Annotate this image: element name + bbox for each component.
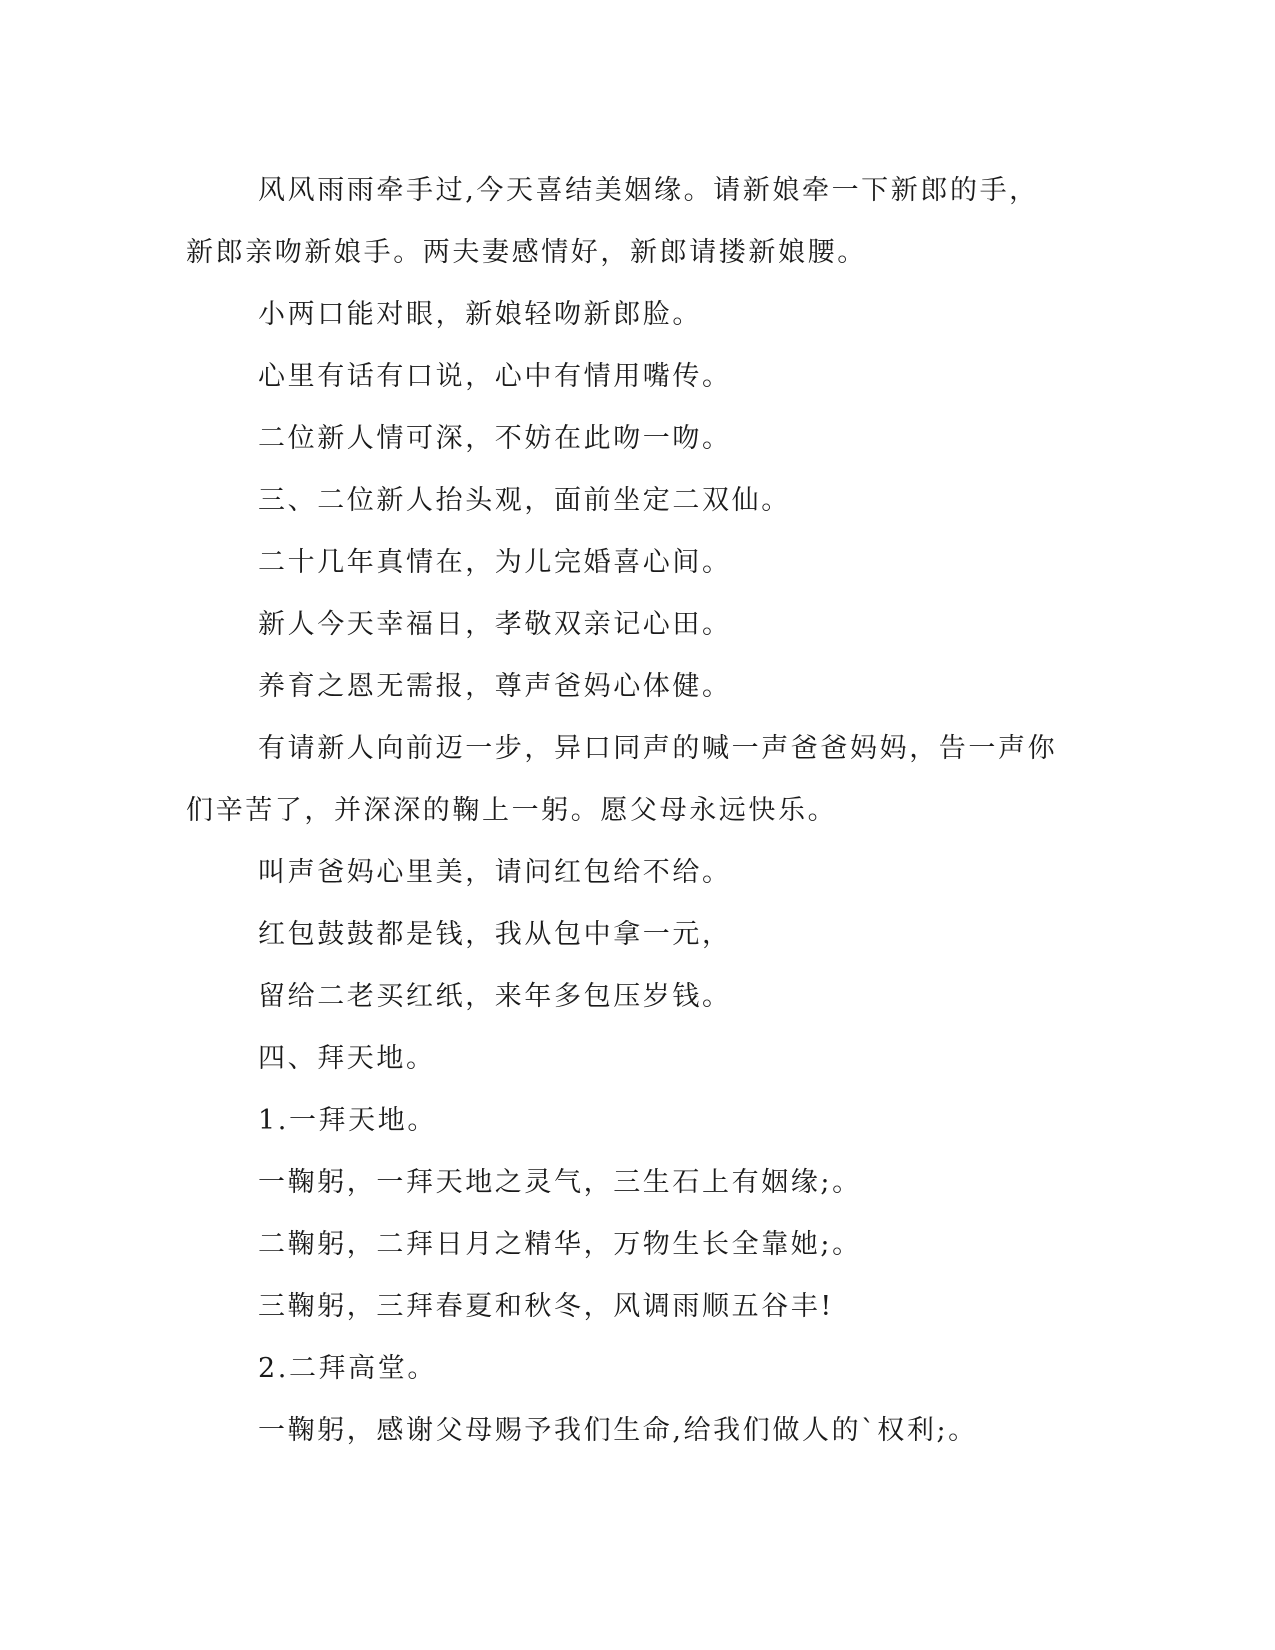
paragraph: 红包鼓鼓都是钱，我从包中拿一元， bbox=[258, 919, 732, 950]
section-heading: 四、拜天地。 bbox=[258, 1043, 436, 1074]
paragraph: 新人今天幸福日，孝敬双亲记心田。 bbox=[258, 609, 732, 640]
paragraph: 一鞠躬，感谢父母赐予我们生命,给我们做人的`权利;。 bbox=[258, 1415, 978, 1446]
paragraph: 有请新人向前迈一步，异口同声的喊一声爸爸妈妈，告一声你们辛苦了，并深深的鞠上一躬。愿父母永远快乐。 bbox=[186, 733, 1058, 826]
paragraph: 二十几年真情在，为儿完婚喜心间。 bbox=[258, 547, 732, 578]
paragraph: 养育之恩无需报，尊声爸妈心体健。 bbox=[258, 671, 732, 702]
paragraph: 二鞠躬，二拜日月之精华，万物生长全靠她;。 bbox=[258, 1229, 862, 1260]
document-body bbox=[186, 160, 1066, 1462]
paragraph: 二位新人情可深，不妨在此吻一吻。 bbox=[258, 423, 732, 454]
paragraph: 一鞠躬，一拜天地之灵气，三生石上有姻缘;。 bbox=[258, 1167, 862, 1198]
paragraph: 小两口能对眼，新娘轻吻新郎脸。 bbox=[258, 299, 702, 330]
paragraph: 三、二位新人抬头观，面前坐定二双仙。 bbox=[258, 485, 791, 516]
paragraph: 三鞠躬，三拜春夏和秋冬，风调雨顺五谷丰! bbox=[258, 1291, 834, 1322]
paragraph: 叫声爸妈心里美，请问红包给不给。 bbox=[258, 857, 732, 888]
paragraph: 留给二老买红纸，来年多包压岁钱。 bbox=[258, 981, 732, 1012]
subsection-heading: 2.二拜高堂。 bbox=[258, 1353, 437, 1384]
paragraph: 心里有话有口说，心中有情用嘴传。 bbox=[258, 361, 732, 392]
paragraph: 风风雨雨牵手过,今天喜结美姻缘。请新娘牵一下新郎的手，新郎亲吻新娘手。两夫妻感情好，新郎请搂新娘腰。 bbox=[186, 175, 1039, 268]
subsection-heading: 1.一拜天地。 bbox=[258, 1105, 437, 1136]
